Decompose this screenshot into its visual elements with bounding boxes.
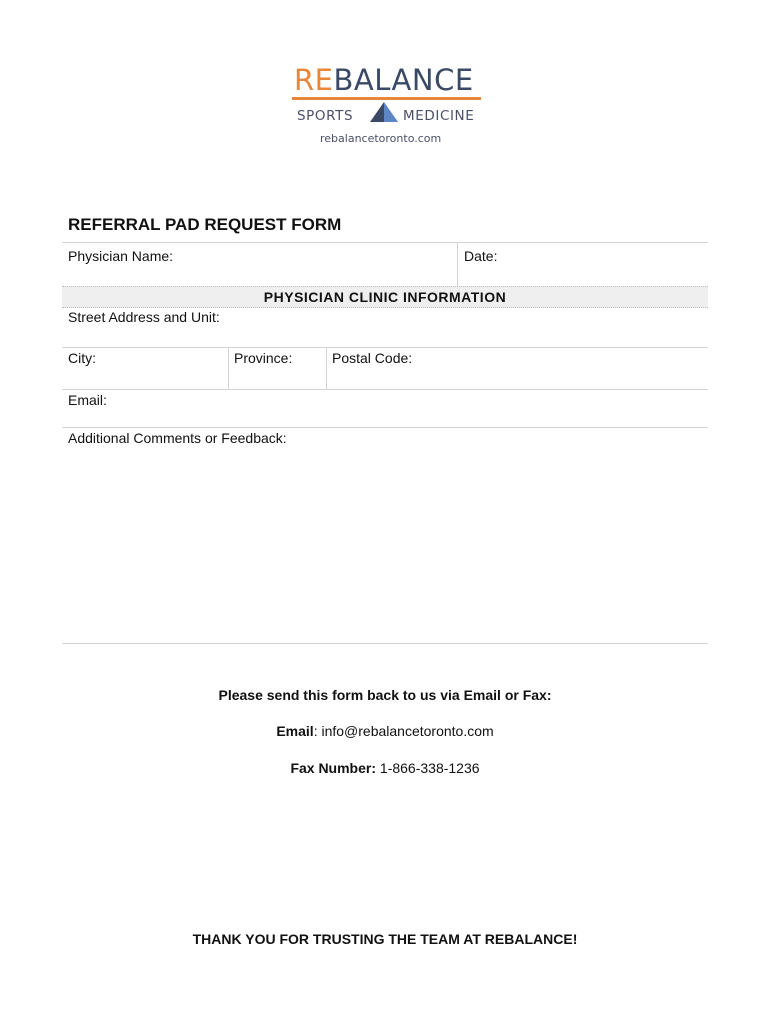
- clinic-info-section-header: [62, 286, 708, 308]
- province-field[interactable]: [229, 348, 325, 388]
- logo-website-text: rebalancetoronto.com: [320, 132, 442, 145]
- form-title: REFERRAL PAD REQUEST FORM: [68, 215, 342, 234]
- physician-name-field[interactable]: [62, 243, 456, 285]
- logo-wordmark-rest: BALANCE: [333, 63, 474, 97]
- return-instruction: Please send this form back to us via Email or Fax:: [218, 687, 552, 703]
- comments-label: Additional Comments or Feedback:: [68, 430, 287, 446]
- logo-sports-text: SPORTS: [297, 108, 354, 124]
- email-label: Email:: [68, 392, 107, 408]
- date-label: Date:: [464, 248, 498, 264]
- divider: [62, 427, 708, 428]
- comments-textarea[interactable]: [62, 455, 708, 641]
- logo-medicine-text: MEDICINE: [403, 108, 475, 124]
- physician-name-label: Physician Name:: [68, 248, 174, 264]
- street-address-field[interactable]: [62, 307, 708, 346]
- email-field[interactable]: [62, 390, 708, 426]
- contact-email-label: Email: [276, 723, 314, 739]
- logo-wordmark: [294, 64, 474, 96]
- province-label: Province:: [234, 350, 293, 366]
- divider: [62, 643, 708, 644]
- contact-fax-label: Fax Number:: [290, 760, 377, 776]
- contact-fax-line: [0, 760, 770, 776]
- section-heading: PHYSICIAN CLINIC INFORMATION: [263, 289, 507, 305]
- contact-fax-value: 1-866-338-1236: [376, 760, 480, 776]
- logo-wordmark-accent: RE: [294, 63, 334, 97]
- city-label: City:: [68, 350, 96, 366]
- date-field[interactable]: [458, 243, 708, 285]
- contact-email-line: [0, 723, 770, 739]
- mountain-triangle-icon: [367, 100, 401, 124]
- postal-code-field[interactable]: [327, 348, 708, 388]
- rebalance-logo: [288, 64, 488, 154]
- contact-email-value: : info@rebalancetoronto.com: [313, 723, 494, 739]
- postal-code-label: Postal Code:: [332, 350, 413, 366]
- street-address-label: Street Address and Unit:: [68, 309, 220, 325]
- city-field[interactable]: [62, 348, 227, 388]
- thank-you-message: THANK YOU FOR TRUSTING THE TEAM AT REBALANCE!: [192, 931, 578, 947]
